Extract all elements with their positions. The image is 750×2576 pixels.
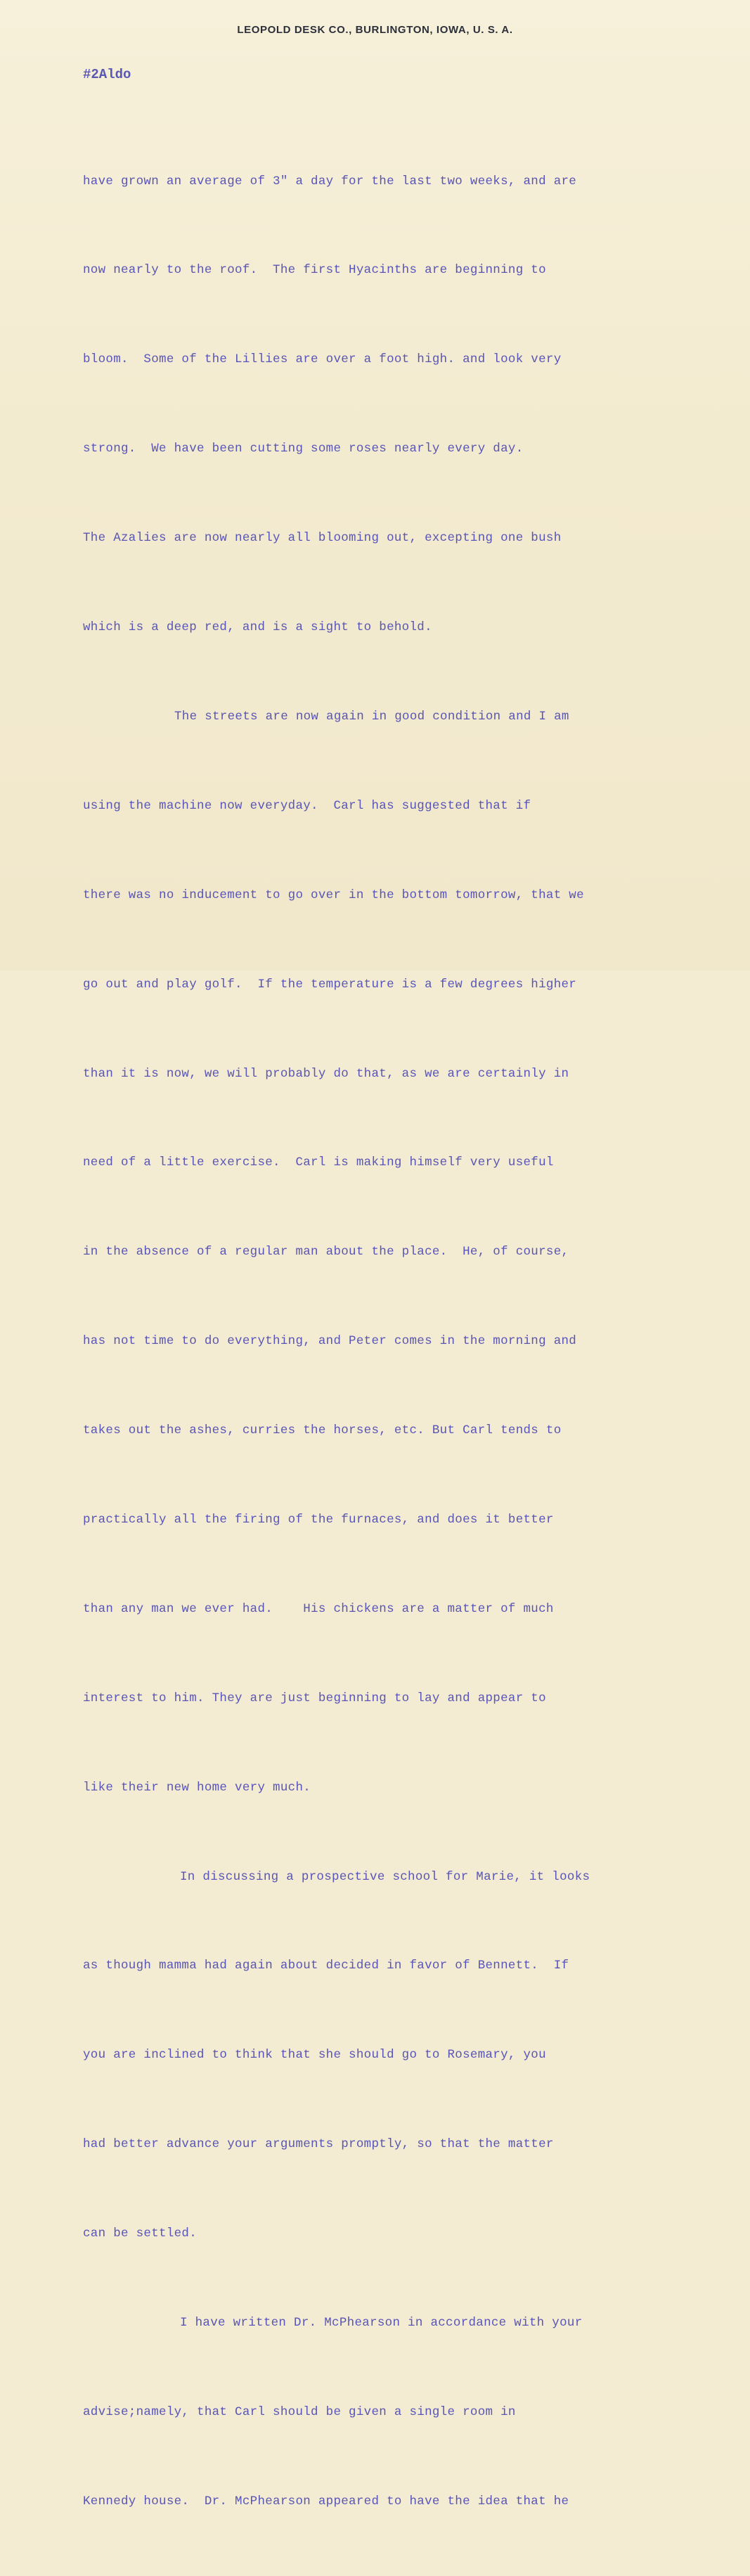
text-line: using the machine now everyday. Carl has suggested that if bbox=[83, 798, 531, 813]
text-line: have grown an average of 3" a day for the last two weeks, and are bbox=[83, 174, 577, 188]
text-line: strong. We have been cutting some roses nearly every day. bbox=[83, 442, 524, 456]
paragraph-start-line: In discussing a prospective school for Marie, it looks bbox=[180, 1869, 590, 1884]
text-line: there was no inducement to go over in the bottom tomorrow, that we bbox=[83, 887, 584, 902]
text-line: which is a deep red, and is a sight to behold. bbox=[83, 620, 432, 635]
text-line: you are inclined to think that she should go to Rosemary, you bbox=[83, 2048, 546, 2063]
text-line: has not time to do everything, and Peter comes in the morning and bbox=[83, 1334, 577, 1349]
text-line: as though mamma had again about decided in favor of Bennett. If bbox=[83, 1959, 569, 1973]
text-line: in the absence of a regular man about the place. He, of course, bbox=[83, 1245, 569, 1260]
text-line: advise;namely, that Carl should be given a single room in bbox=[83, 2404, 516, 2419]
text-line: need of a little exercise. Carl is making himself very useful bbox=[83, 1155, 554, 1170]
text-line: bloom. Some of the Lillies are over a foot high. and look very bbox=[83, 352, 562, 367]
text-line: can be settled. bbox=[83, 2226, 198, 2241]
text-line: go out and play golf. If the temperature is a few degrees higher bbox=[83, 977, 577, 992]
text-line: Kennedy house. Dr. McPhearson appeared to have the idea that he bbox=[83, 2494, 569, 2508]
text-line: interest to him. They are just beginning to lay and appear to bbox=[83, 1691, 546, 1705]
page-reference: #2Aldo bbox=[83, 67, 131, 82]
text-line: like their new home very much. bbox=[83, 1780, 311, 1795]
text-line: than any man we ever had. His chickens are a matter of much bbox=[83, 1601, 554, 1616]
text-line: takes out the ashes, curries the horses, etc. But Carl tends to bbox=[83, 1423, 562, 1438]
paragraph-start-line: I have written Dr. McPhearson in accordance with your bbox=[180, 2315, 583, 2330]
letter-body bbox=[83, 107, 680, 2576]
text-line: had better advance your arguments promptly, so that the matter bbox=[83, 2137, 554, 2152]
text-line: The Azalies are now nearly all blooming out, excepting one bush bbox=[83, 531, 562, 546]
paragraph-start-line: The streets are now again in good condition and I am bbox=[174, 709, 569, 724]
text-line: now nearly to the roof. The first Hyacinths are beginning to bbox=[83, 263, 546, 278]
letterhead: LEOPOLD DESK CO., BURLINGTON, IOWA, U. S. A. bbox=[237, 24, 513, 36]
text-line: than it is now, we will probably do that, as we are certainly in bbox=[83, 1066, 569, 1081]
text-line: practically all the firing of the furnaces, and does it better bbox=[83, 1512, 554, 1527]
